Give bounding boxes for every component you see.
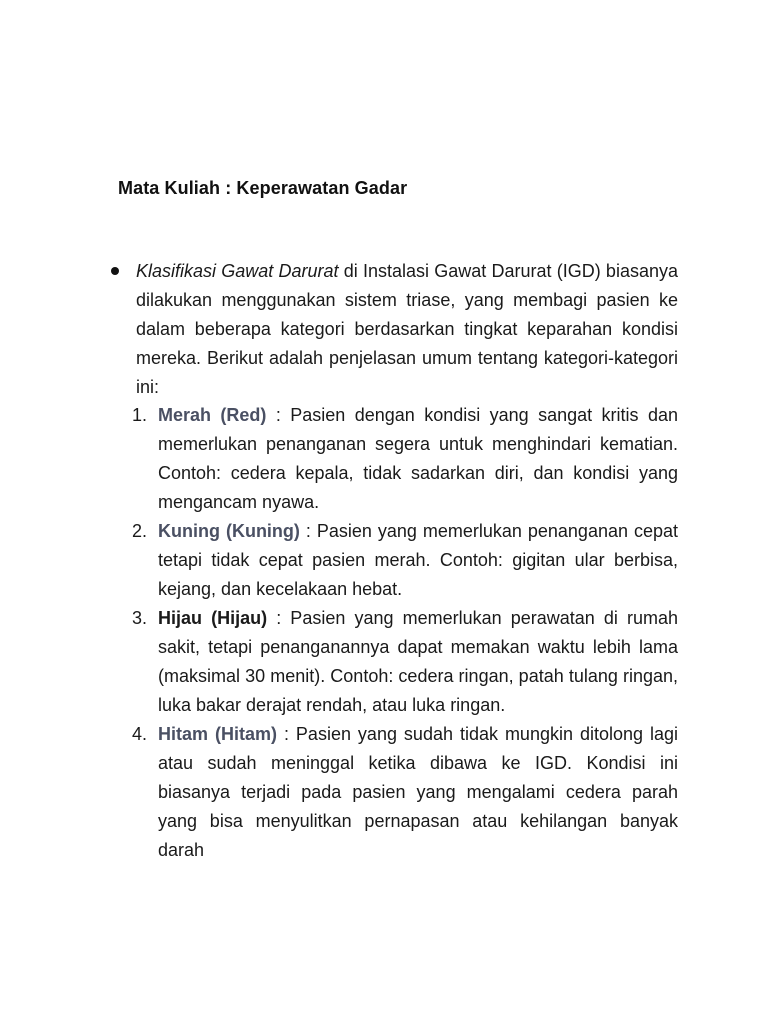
category-item-yellow	[132, 517, 678, 604]
bullet-item	[108, 257, 678, 402]
category-number: 1.	[132, 405, 148, 425]
category-item-black	[132, 720, 678, 865]
category-description: : Pasien yang memerlukan penanganan cepat tetapi tidak cepat pasien merah. Contoh: gigitan ular berbisa, kejang, dan kecelakaan hebat.	[158, 521, 678, 599]
category-name: Merah (Red)	[158, 405, 267, 425]
course-title: Mata Kuliah : Keperawatan Gadar	[118, 178, 408, 198]
intro-emphasis: Klasifikasi Gawat Darurat	[136, 261, 339, 281]
category-description: : Pasien yang sudah tidak mungkin ditolong lagi atau sudah meninggal ketika dibawa ke IGD. Kondisi ini biasanya terjadi pada pasien yang mengalami cedera parah yang bisa menyulitkan pernapasan atau kehilangan banyak darah	[158, 724, 678, 860]
category-name: Kuning (Kuning)	[158, 521, 300, 541]
category-item-green	[132, 604, 678, 720]
category-name: Hijau (Hijau)	[158, 608, 268, 628]
category-number: 2.	[132, 521, 148, 541]
category-number: 4.	[132, 724, 148, 744]
category-item-red	[132, 401, 678, 517]
category-name: Hitam (Hitam)	[158, 724, 277, 744]
category-description: : Pasien yang memerlukan perawatan di rumah sakit, tetapi penanganannya dapat memakan waktu lebih lama (maksimal 30 menit). Contoh: cedera ringan, patah tulang ringan, luka bakar derajat rendah, atau luka ringan.	[158, 608, 678, 715]
intro-text: di Instalasi Gawat Darurat (IGD) biasanya dilakukan menggunakan sistem triase, yang membagi pasien ke dalam beberapa kategori berdasarkan tingkat keparahan kondisi mereka. Berikut adalah penjelasan umum tentang kategori-kategori ini:	[136, 261, 678, 397]
category-description: : Pasien dengan kondisi yang sangat kritis dan memerlukan penanganan segera untuk menghindari kematian. Contoh: cedera kepala, tidak sadarkan diri, dan kondisi yang mengancam nyawa.	[158, 405, 678, 512]
category-number: 3.	[132, 608, 148, 628]
category-list	[132, 401, 678, 865]
bullet-dot-icon	[111, 267, 119, 275]
intro-paragraph	[136, 257, 678, 402]
bullet-list	[108, 257, 678, 402]
